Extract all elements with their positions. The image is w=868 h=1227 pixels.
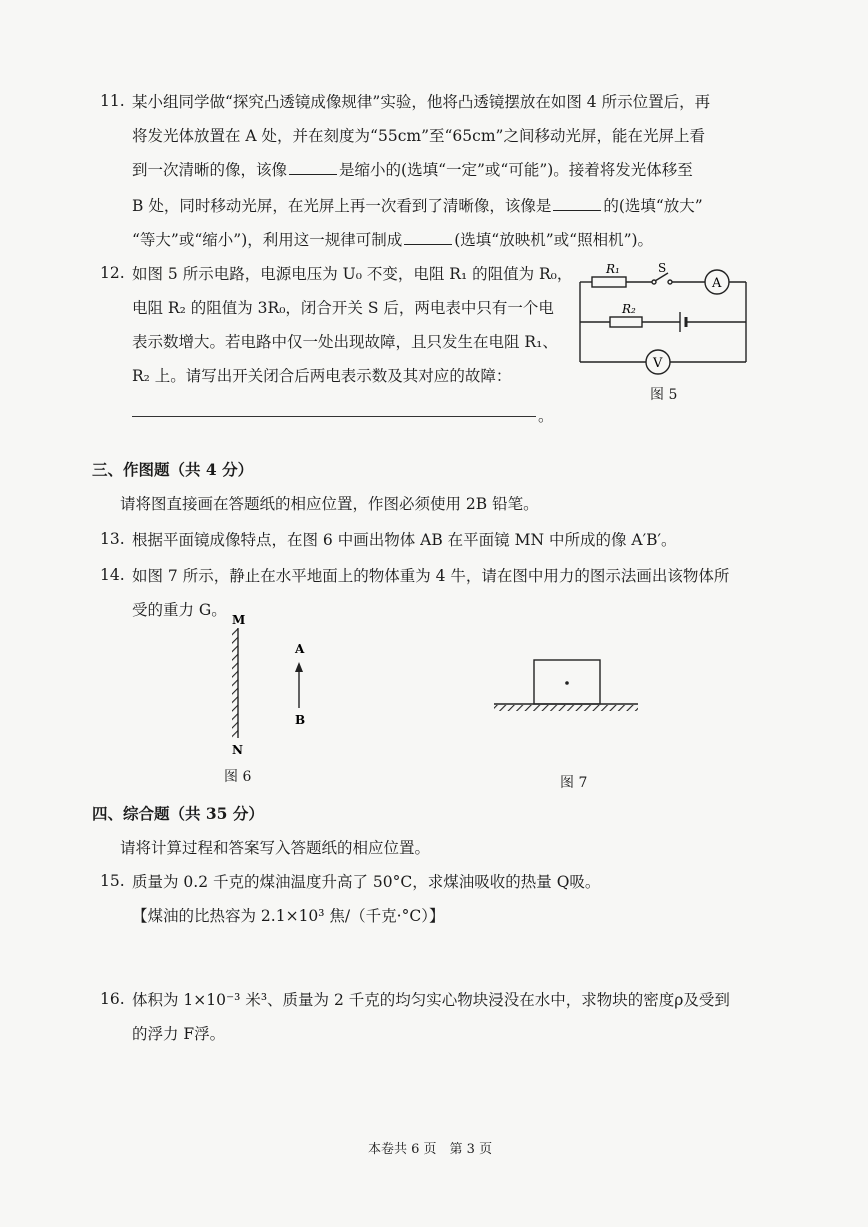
resistor-r2: [610, 317, 642, 327]
figure-5-circuit: [570, 262, 770, 382]
q11-line-3a: 到一次清晰的像，该像: [132, 161, 288, 179]
q12-answer-line[interactable]: [132, 416, 536, 417]
mirror-hatching: [232, 628, 238, 738]
q11-line-4: [132, 196, 703, 216]
switch-label: S: [658, 262, 667, 275]
block-center-point: [565, 681, 569, 685]
q12-line-3: 表示数增大。若电路中仅一处出现故障，且只发生在电阻 R₁、: [132, 333, 558, 351]
object-label-b: B: [295, 713, 306, 727]
q11-blank-2[interactable]: [553, 196, 601, 211]
q12-line-1: 如图 5 所示电路，电源电压为 U₀ 不变，电阻 R₁ 的阻值为 R₀，: [132, 265, 573, 283]
q11-number: 11.: [100, 92, 125, 110]
object-arrowhead: [295, 662, 303, 672]
q11-blank-3[interactable]: [404, 230, 452, 245]
resistor-r1: [592, 277, 626, 287]
section-3-note: 请将图直接画在答题纸的相应位置，作图必须使用 2B 铅笔。: [120, 495, 539, 513]
q15-line-1: 质量为 0.2 千克的煤油温度升高了 50°C，求煤油吸收的热量 Q吸。: [132, 873, 601, 891]
q14-line-1: 如图 7 所示，静止在水平地面上的物体重为 4 牛，请在图中用力的图示法画出该物体所: [132, 567, 730, 585]
q16-number: 16.: [100, 990, 125, 1008]
figure-6-mirror: [222, 610, 322, 760]
figure-6-caption: 图 6: [224, 769, 252, 785]
q14-number: 14.: [100, 566, 125, 584]
ground-hatching: [494, 705, 638, 711]
q15-number: 15.: [100, 872, 125, 890]
mirror-label-m: M: [232, 613, 246, 627]
figure-7-caption: 图 7: [560, 775, 588, 791]
mirror-label-n: N: [232, 743, 243, 757]
q11-line-5: [132, 230, 653, 250]
figure-5-caption: 图 5: [650, 387, 678, 403]
r1-label: R₁: [606, 262, 620, 276]
q11-line-3b: 是缩小的(选填“一定”或“可能”)。接着将发光体移至: [339, 161, 693, 179]
q11-line-4b: 的(选填“放大”: [603, 197, 703, 215]
q11-blank-1[interactable]: [289, 160, 337, 175]
q16-line-1: 体积为 1×10⁻³ 米³、质量为 2 千克的均匀实心物块浸没在水中，求物块的密度ρ及受到: [132, 991, 730, 1009]
q11-line-5a: “等大”或“缩小”)，利用这一规律可制成: [132, 231, 403, 249]
q15-line-2: 【煤油的比热容为 2.1×10³ 焦/（千克·°C）】: [132, 907, 445, 925]
figure-7-block: [490, 652, 650, 722]
q13-text: 根据平面镜成像特点，在图 6 中画出物体 AB 在平面镜 MN 中所成的像 A′B′。: [132, 531, 677, 549]
object-label-a: A: [295, 642, 305, 656]
q12-number: 12.: [100, 264, 125, 282]
q11-line-5b: (选填“放映机”或“照相机”)。: [454, 231, 654, 249]
q11-line-3: [132, 160, 693, 180]
q11-line-1: 某小组同学做“探究凸透镜成像规律”实验，他将凸透镜摆放在如图 4 所示位置后，再: [132, 93, 711, 111]
q12-end-mark: 。: [538, 407, 554, 425]
q16-line-2: 的浮力 F浮。: [132, 1025, 226, 1043]
q12-line-2: 电阻 R₂ 的阻值为 3R₀，闭合开关 S 后，两电表中只有一个电: [132, 299, 554, 317]
q12-line-4: R₂ 上。请写出开关闭合后两电表示数及其对应的故障：: [132, 367, 512, 385]
r2-label: R₂: [622, 302, 636, 316]
section-3-title: 三、作图题（共 4 分）: [92, 460, 254, 479]
q11-line-4a: B 处，同时移动光屏，在光屏上再一次看到了清晰像，该像是: [132, 197, 552, 215]
voltmeter-label: V: [653, 356, 663, 371]
q13-number: 13.: [100, 530, 125, 548]
section-4-title: 四、综合题（共 35 分）: [92, 804, 264, 823]
ammeter-label: A: [712, 276, 722, 291]
page-footer: 本卷共 6 页 第 3 页: [368, 1142, 493, 1157]
q14-line-2: 受的重力 G。: [132, 601, 227, 619]
section-4-note: 请将计算过程和答案写入答题纸的相应位置。: [120, 839, 431, 857]
q11-line-2: 将发光体放置在 A 处，并在刻度为“55cm”至“65cm”之间移动光屏，能在光屏上看: [132, 127, 705, 145]
